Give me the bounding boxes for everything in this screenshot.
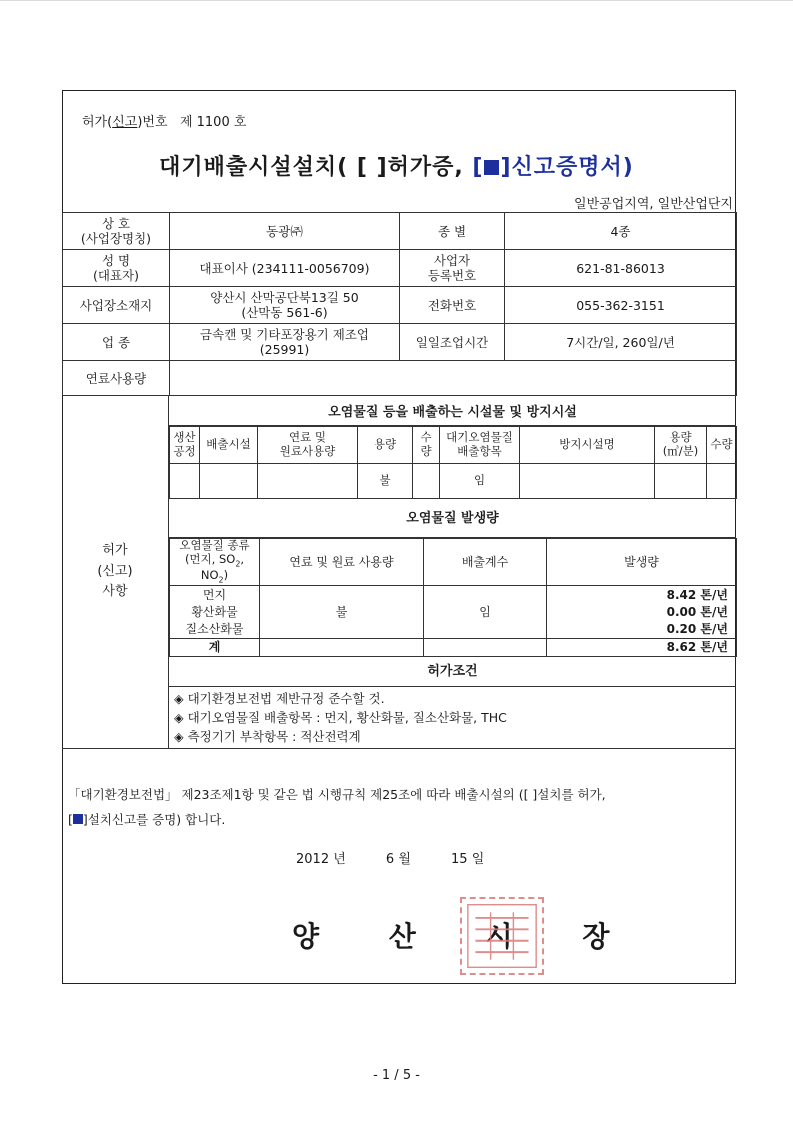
label-cell: 성 명 (대표자)	[63, 250, 170, 287]
value-cell: 7시간/일, 260일/년	[505, 324, 737, 361]
value-cell: 불	[358, 464, 413, 499]
label-cell: 사업자 등록번호	[400, 250, 505, 287]
facility-title: 오염물질 등을 배출하는 시설물 및 방지시설	[169, 396, 736, 426]
table-row	[63, 287, 737, 324]
value-cell: 임	[424, 586, 547, 639]
checked-square-icon	[73, 814, 83, 824]
label-cell: 종 별	[400, 213, 505, 250]
list-item: ◈ 측정기기 부착항목 : 적산전력계	[174, 729, 361, 744]
value-cell: 임	[440, 464, 520, 499]
table-row	[63, 250, 737, 287]
condition-title: 허가조건	[169, 653, 736, 687]
table-row	[63, 361, 737, 396]
section-label: 허가 (신고) 사항	[62, 396, 169, 748]
column-header: 수량	[707, 427, 737, 464]
list-item: ◈ 대기환경보전법 제반규정 준수할 것.	[174, 691, 385, 706]
column-header: 방지시설명	[520, 427, 655, 464]
table-row	[63, 213, 737, 250]
table-row	[170, 427, 737, 464]
value-cell: 금속캔 및 기타포장용기 제조업 (25991)	[170, 324, 400, 361]
emission-title: 오염물질 발생량	[169, 496, 736, 538]
label-cell: 사업장소재지	[63, 287, 170, 324]
value-cell: 불	[260, 586, 424, 639]
divider	[62, 748, 736, 749]
list-item: ◈ 대기오염물질 배출항목 : 먼지, 황산화물, 질소산화물, THC	[174, 710, 507, 725]
column-header: 오염물질 종류 (먼지, $SO_2$, $NO_2$)	[170, 539, 260, 586]
column-header: 배출계수	[424, 539, 547, 586]
table-row	[170, 539, 737, 586]
table-row	[170, 586, 737, 639]
column-header: 생산 공정	[170, 427, 200, 464]
zone-label: 일반공업지역, 일반산업단지	[574, 197, 733, 212]
total-label: 계	[170, 639, 260, 657]
column-header: 대기오염물질 배출항목	[440, 427, 520, 464]
value-cell: 동광㈜	[170, 213, 400, 250]
amount-list: 8.42 톤/년 0.00 톤/년 0.20 톤/년	[547, 586, 737, 639]
value-cell: 621-81-86013	[505, 250, 737, 287]
table-row	[170, 464, 737, 499]
label-cell: 일일조업시간	[400, 324, 505, 361]
value-cell: 055-362-3151	[505, 287, 737, 324]
column-header: 배출시설	[200, 427, 258, 464]
checked-square-icon	[484, 160, 499, 175]
column-header: 발생량	[547, 539, 737, 586]
value-cell: 대표이사 (234111-0056709)	[170, 250, 400, 287]
label-cell: 전화번호	[400, 287, 505, 324]
legal-statement: 「대기환경보전법」 제23조제1항 및 같은 법 시행규칙 제25조에 따라 배출시설의 ([ ]설치를 허가, [ ]설치신고를 증명) 합니다.	[68, 787, 606, 827]
value-cell: 양산시 산막공단북13길 50 (산막동 561-6)	[170, 287, 400, 324]
value-cell	[170, 361, 737, 396]
issue-date: 2012 년 6 월 15 일	[296, 852, 485, 867]
label-cell: 상 호 (사업장명칭)	[63, 213, 170, 250]
total-value: 8.62 톤/년	[547, 639, 737, 657]
issuer-name: 양 산 시 장	[292, 920, 640, 953]
value-cell: 4종	[505, 213, 737, 250]
column-header: 연료 및 원료사용량	[258, 427, 358, 464]
permit-section	[62, 396, 736, 748]
emission-table	[169, 538, 737, 657]
permit-number: 허가(신고)번호 제 1100 호	[82, 115, 247, 130]
basic-info-table	[62, 212, 737, 396]
label-cell: 업 종	[63, 324, 170, 361]
table-row	[63, 324, 737, 361]
facility-table	[169, 426, 737, 499]
column-header: 연료 및 원료 사용량	[260, 539, 424, 586]
column-header: 용량	[358, 427, 413, 464]
top-border-line	[0, 0, 793, 7]
official-seal-icon	[460, 897, 544, 975]
pollutant-list: 먼지 황산화물 질소산화물	[170, 586, 260, 639]
column-header: 용량 (㎥/분)	[655, 427, 707, 464]
page-number: - 1 / 5 -	[373, 1068, 420, 1083]
column-header: 수 량	[413, 427, 440, 464]
condition-list	[174, 689, 507, 746]
label-cell: 연료사용량	[63, 361, 170, 396]
document-title: 대기배출시설설치( [ ]허가증, [ ]신고증명서)	[159, 155, 634, 180]
